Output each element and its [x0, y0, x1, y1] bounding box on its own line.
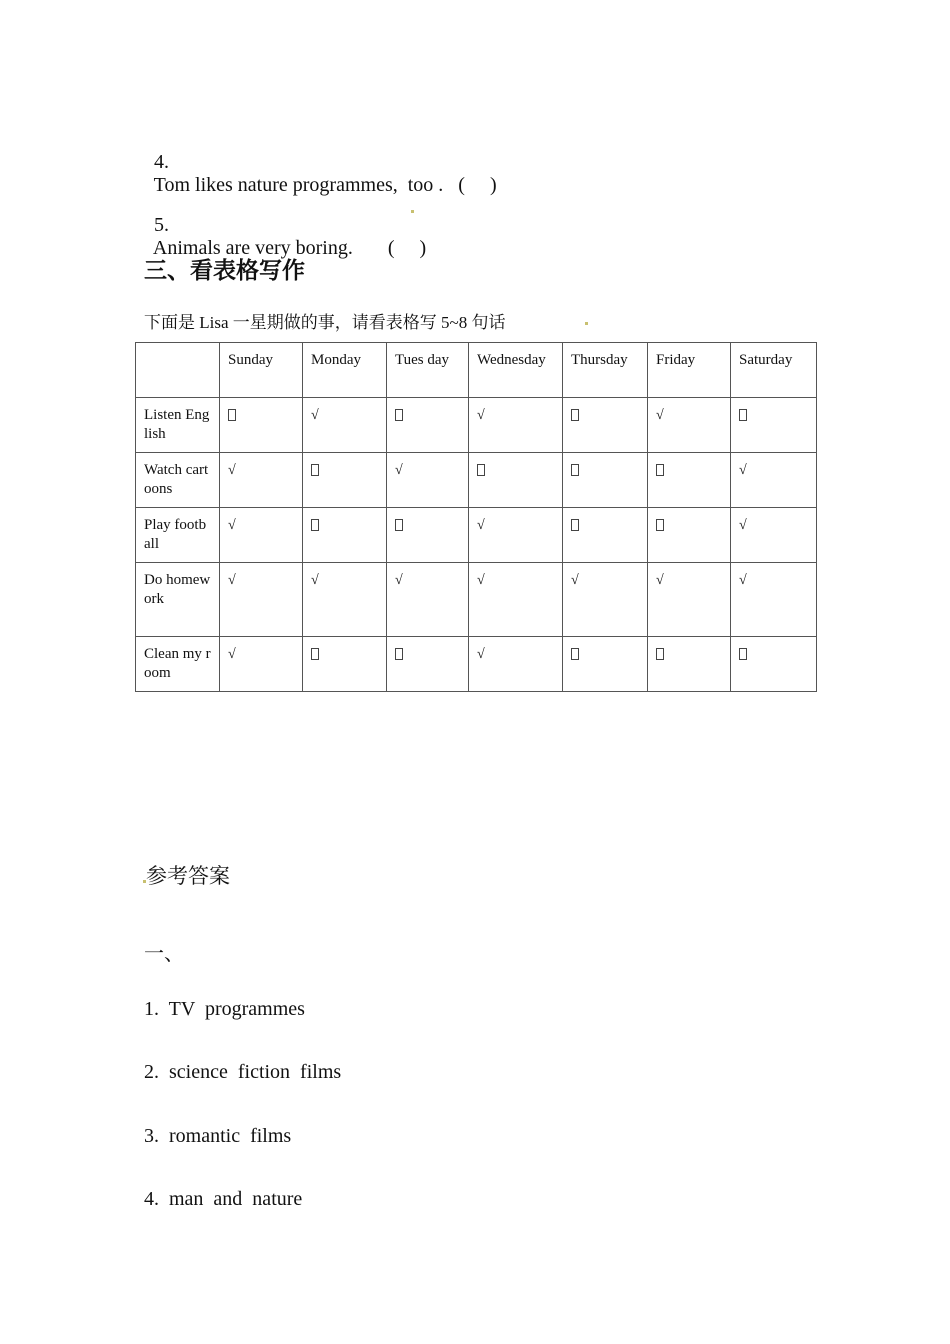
- activity-cell: [731, 508, 817, 563]
- check-mark: √: [311, 408, 319, 423]
- check-mark: √: [228, 518, 236, 533]
- activity-label: Watch cartoons: [136, 453, 220, 508]
- activity-cell: [387, 508, 469, 563]
- check-mark: √: [311, 573, 319, 588]
- activity-cell: [563, 398, 648, 453]
- day-header: Thursday: [563, 343, 648, 398]
- activity-cell: [648, 508, 731, 563]
- activity-row: [136, 508, 817, 563]
- empty-box-icon: [311, 519, 319, 531]
- check-mark: √: [571, 573, 579, 588]
- activity-label: Do homework: [136, 563, 220, 637]
- activity-cell: [469, 453, 563, 508]
- activity-table: [135, 342, 817, 692]
- empty-box-icon: [311, 648, 319, 660]
- check-mark: √: [477, 408, 485, 423]
- check-mark: √: [656, 573, 664, 588]
- check-mark: √: [228, 463, 236, 478]
- empty-box-icon: [739, 648, 747, 660]
- day-header: Wednesday: [469, 343, 563, 398]
- activity-cell: [469, 398, 563, 453]
- empty-box-icon: [395, 409, 403, 421]
- activity-row: [136, 398, 817, 453]
- empty-box-icon: [571, 648, 579, 660]
- header-row: [136, 343, 817, 398]
- speck: [411, 210, 414, 213]
- section-heading: 三、看表格写作: [144, 258, 305, 284]
- check-mark: √: [739, 518, 747, 533]
- empty-box-icon: [395, 648, 403, 660]
- activity-cell: [303, 508, 387, 563]
- empty-box-icon: [477, 464, 485, 476]
- activity-cell: [303, 398, 387, 453]
- answer-item: 3. romantic films: [144, 1125, 292, 1147]
- activity-cell: [648, 637, 731, 692]
- activity-cell: [220, 637, 303, 692]
- activity-cell: [731, 398, 817, 453]
- answer-item: 1. TV programmes: [144, 998, 305, 1020]
- answer-item: 4. man and nature: [144, 1188, 303, 1210]
- activity-cell: [387, 453, 469, 508]
- activity-cell: [220, 398, 303, 453]
- speck: [143, 880, 146, 883]
- empty-box-icon: [656, 519, 664, 531]
- empty-box-icon: [311, 464, 319, 476]
- question-text: Animals are very boring. ( ): [152, 237, 427, 259]
- activity-cell: [469, 637, 563, 692]
- check-mark: √: [395, 573, 403, 588]
- empty-box-icon: [571, 464, 579, 476]
- question-number: 5.: [154, 214, 169, 236]
- day-header: Friday: [648, 343, 731, 398]
- activity-row: [136, 563, 817, 637]
- activity-cell: [387, 637, 469, 692]
- activity-cell: [563, 637, 648, 692]
- empty-box-icon: [656, 648, 664, 660]
- answer-part: 一、: [144, 943, 184, 965]
- day-header: Tues day: [387, 343, 469, 398]
- activity-cell: [731, 637, 817, 692]
- activity-cell: [731, 453, 817, 508]
- activity-label: Listen English: [136, 398, 220, 453]
- day-header: Monday: [303, 343, 387, 398]
- day-header: Sunday: [220, 343, 303, 398]
- answer-key-title: 参考答案: [146, 864, 230, 888]
- activity-cell: [731, 563, 817, 637]
- activity-cell: [469, 508, 563, 563]
- empty-box-icon: [656, 464, 664, 476]
- empty-box-icon: [739, 409, 747, 421]
- check-mark: √: [395, 463, 403, 478]
- activity-label: Play football: [136, 508, 220, 563]
- check-mark: √: [739, 463, 747, 478]
- activity-cell: [303, 453, 387, 508]
- day-header: Saturday: [731, 343, 817, 398]
- activity-cell: [648, 563, 731, 637]
- section-instruction: 下面是 Lisa 一星期做的事，请看表格写 5~8 句话: [144, 313, 506, 332]
- empty-box-icon: [571, 519, 579, 531]
- empty-box-icon: [228, 409, 236, 421]
- activity-cell: [387, 563, 469, 637]
- activity-cell: [387, 398, 469, 453]
- activity-row: [136, 453, 817, 508]
- activity-cell: [303, 637, 387, 692]
- activity-cell: [563, 508, 648, 563]
- activity-cell: [563, 453, 648, 508]
- question-text: Tom likes nature programmes, too . ( ): [153, 174, 497, 196]
- activity-cell: [648, 398, 731, 453]
- activity-cell: [648, 453, 731, 508]
- question-5: [144, 191, 426, 260]
- empty-box-icon: [571, 409, 579, 421]
- check-mark: √: [477, 518, 485, 533]
- answer-item: 2. science fiction films: [144, 1061, 342, 1083]
- question-number: 4.: [154, 151, 169, 173]
- check-mark: √: [656, 408, 664, 423]
- activity-cell: [469, 563, 563, 637]
- activity-row: [136, 637, 817, 692]
- activity-label: Clean my room: [136, 637, 220, 692]
- check-mark: √: [477, 573, 485, 588]
- speck: [585, 322, 588, 325]
- activity-cell: [220, 508, 303, 563]
- question-4: [144, 128, 497, 197]
- check-mark: √: [228, 647, 236, 662]
- check-mark: √: [477, 647, 485, 662]
- activity-cell: [220, 563, 303, 637]
- activity-cell: [563, 563, 648, 637]
- empty-box-icon: [395, 519, 403, 531]
- corner-cell: [136, 343, 220, 398]
- check-mark: √: [739, 573, 747, 588]
- check-mark: √: [228, 573, 236, 588]
- activity-cell: [220, 453, 303, 508]
- activity-cell: [303, 563, 387, 637]
